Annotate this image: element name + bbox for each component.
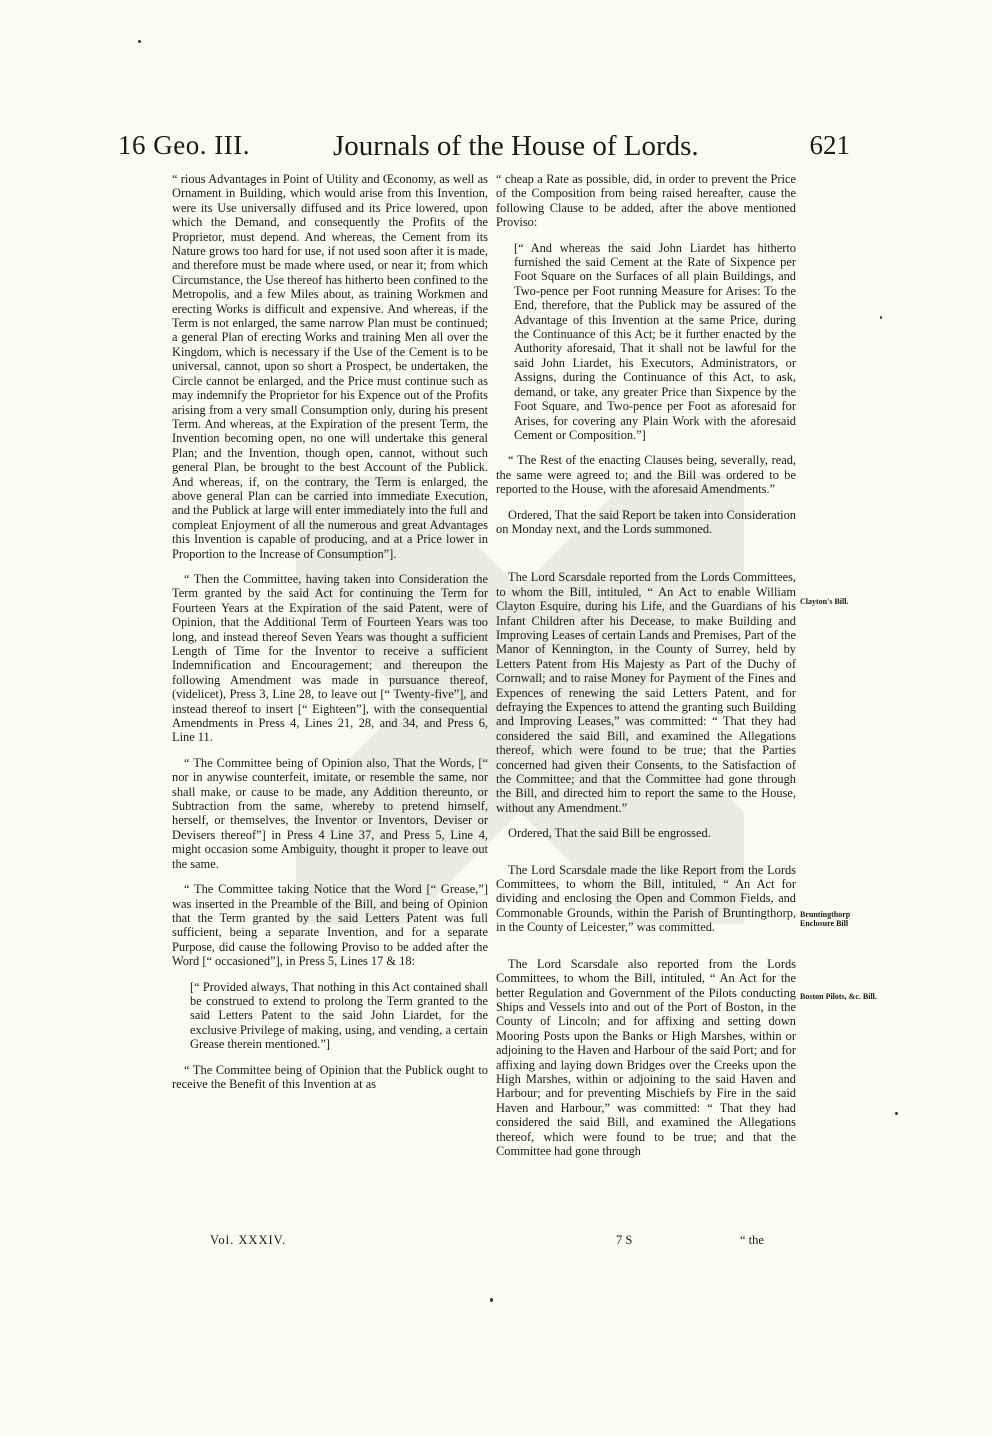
- paper-speck: [895, 1112, 898, 1115]
- paper-speck: [490, 1298, 493, 1302]
- left-column: [172, 172, 488, 1102]
- paragraph: [“ Provided always, That nothing in this Act contained shall be construed to extend to prolong the Term granted to the said Letters Patent to the said John Liardet, for the exclusive Privilege of making, using, and vending, a certain Grease therein mentioned.”]: [190, 979, 488, 1052]
- page-header: [118, 130, 850, 164]
- paragraph: “ rious Advantages in Point of Utility and Œconomy, as well as Ornament in Building, which would arise from this Invention, were its Use universally diffused and its Price lowered, upon which the Demand, and consequently the Profits of the Proprietor, must depend. And whereas, the Cement from its Nature grows too hard for use, if not used soon after it is made, and therefore must be made where used, or near it; from which Circumstance, the Use thereof has hitherto been confined to the Metropolis, and a few Miles about, as training Workmen and erecting Works is difficult and expensive. And whereas, if the Term is not enlarged, the same narrow Plan must be continued; a general Plan of erecting Works and training Men all over the Kingdom, which is necessary if the Use of the Cement is to be universal, cannot, upon so short a Prospect, be undertaken, the Circle cannot be enlarged, and the Price must continue such as may indemnify the Proprietor for his Expence out of the Profits arising from a very small Consumption only, during his present Term. And whereas, at the Expiration of the present Term, the Invention becoming open, no one will undertake this general Plan; and the Invention, though open, cannot, without such general Plan, be brought to the best Account of the Publick. And whereas, if, on the contrary, the Term is enlarged, the above general Plan can be carried into immediate Execution, and the Publick at large will enter immediately into the full and compleat Enjoyment of all the numerous and great Advantages this Invention is capable of producing, and at a Price lower in Proportion to the Increase of Consumption”].: [172, 172, 488, 561]
- margin-note: Boston Pilots, &c. Bill.: [800, 992, 877, 1001]
- paragraph: The Lord Scarsdale also reported from the Lords Committees, to whom the Bill, intituled, “ An Act for the better Regulation and Government of the Pilots conducting Ships and Vessels into and out of the Port of Boston, in the County of Lincoln; and for affixing and setting down Mooring Posts upon the Banks or High Marshes, within or adjoining to the Haven and Harbour of the said Port; and for affixing and laying down Bridges over the Creeks upon the High Marshes, within or adjoining to the said Haven and Harbour; and for preventing Mischiefs by Fire in the said Haven and Harbour,” was committed: “ That they had considered the said Bill, and examined the Allegations thereof, which were found to be true; and that the Committee had gone through: [496, 956, 796, 1158]
- paragraph: “ The Rest of the enacting Clauses being, severally, read, the same were agreed to; and the Bill was ordered to be reported to the House, with the aforesaid Amendments.”: [496, 453, 796, 497]
- catchword: “ the: [740, 1233, 764, 1247]
- paragraph: “ The Committee taking Notice that the Word [“ Grease,”] was inserted in the Preamble of the Bill, and being of Opinion that the Term granted by the said Letters Patent was full sufficient, being a separate Invention, and for a separate Purpose, did cause the following Proviso to be added after the Word [“ occasioned”], in Press 5, Lines 17 & 18:: [172, 882, 488, 969]
- paragraph: “ The Committee being of Opinion also, That the Words, [“ nor in anywise counterfeit, imitate, or resemble the same, nor shall make, or cause to be made, any Addition thereunto, or Subtraction from the same, whereby to pretend himself, herself, or themselves, the Inventor or Inventors, Deviser or Devisers thereof”] in Press 4 Line 37, and Press 5, Line 4, might occasion some Ambiguity, thought it proper to leave out the same.: [172, 755, 488, 871]
- journal-title: Journals of the House of Lords.: [333, 130, 699, 162]
- margin-note: Clayton's Bill.: [800, 597, 849, 606]
- paragraph: Ordered, That the said Bill be engrossed.: [508, 826, 711, 841]
- right-column: [496, 172, 796, 1169]
- paragraph: [“ And whereas the said John Liardet has hitherto furnished the said Cement at the Rate of Sixpence per Foot Square on the Surfaces of all plain Buildings, and Two-pence per Foot running Measure for Arises: To the End, therefore, that the Publick may be assured of the Advantage of this Invention at the same Price, during the Continuance of this Act; be it further enacted by the Authority aforesaid, That it shall not be lawful for the said John Liardet, his Executors, Administrators, or Assigns, during the Continuance of this Act, to ask, demand, or take, any greater Price than Sixpence by the Foot Square, and Two-pence per Foot as aforesaid for Arises, for covering any Plain Work with the aforesaid Cement or Composition.”]: [514, 240, 796, 442]
- paragraph: “ Then the Committee, having taken into Consideration the Term granted by the said Act for continuing the Term for Fourteen Years at the Expiration of the said Patent, were of Opinion, that the Additional Term of Fourteen Years was too long, and instead thereof Seven Years was thought a sufficient Length of Time for the Inventor to receive a sufficient Indemnification and Encouragement; and thereupon the following Amendment was made in pursuance thereof, (videlicet), Press 3, Line 28, to leave out [“ Twenty-five”], and instead thereof to insert [“ Eighteen”], with the consequential Amendments in Press 4, Lines 21, 28, and 34, and Press 6, Line 11.: [172, 571, 488, 745]
- paper-speck: [880, 316, 882, 319]
- paragraph: “ cheap a Rate as possible, did, in order to prevent the Price of the Composition from being raised hereafter, cause the following Clause to be added, after the above mentioned Proviso:: [496, 172, 796, 230]
- page-number: 621: [809, 130, 850, 160]
- regnal-year: 16 Geo. III.: [118, 130, 250, 160]
- margin-note: Bruntingthorp Enclosure Bill: [800, 910, 851, 928]
- paragraph: The Lord Scarsdale reported from the Lords Committees, to whom the Bill, intituled, “ An Act to enable William Clayton Esquire, during his Life, and the Guardians of his Infant Children after his Decease, to make Building and Improving Leases of certain Lands and Premises, Part of the Manor of Kennington, in the County of Surrey, held by Letters Patent from His Majesty as Part of the Duchy of Cornwall; and to raise Money for Payment of the Fines and Expences of renewing the said Letters Patent, and for defraying the Expences to attend the granting such Building and Improving Leases,” was committed: “ That they had considered the said Bill, and examined the Allegations thereof, which were found to be true; that the Parties concerned had given their Consents, to the Satisfaction of the Committee; and that the Committee had gone through the Bill, and directed him to report the same to the House, without any Amendment.”: [496, 570, 796, 815]
- paper-speck: [138, 40, 141, 43]
- paragraph: “ The Committee being of Opinion that the Publick ought to receive the Benefit of this Invention at as: [172, 1062, 488, 1091]
- volume-number: Vol. XXXIV.: [210, 1233, 287, 1247]
- signature-mark: 7 S: [616, 1233, 633, 1247]
- paragraph: The Lord Scarsdale made the like Report from the Lords Committees, to whom the Bill, intituled, “ An Act for dividing and enclosing the Open and Common Fields, and Commonable Grounds, within the Parish of Bruntingthorp, in the County of Leicester,” was committed.: [496, 862, 796, 935]
- paragraph: Ordered, That the said Report be taken into Consideration on Monday next, and the Lords summoned.: [496, 507, 796, 536]
